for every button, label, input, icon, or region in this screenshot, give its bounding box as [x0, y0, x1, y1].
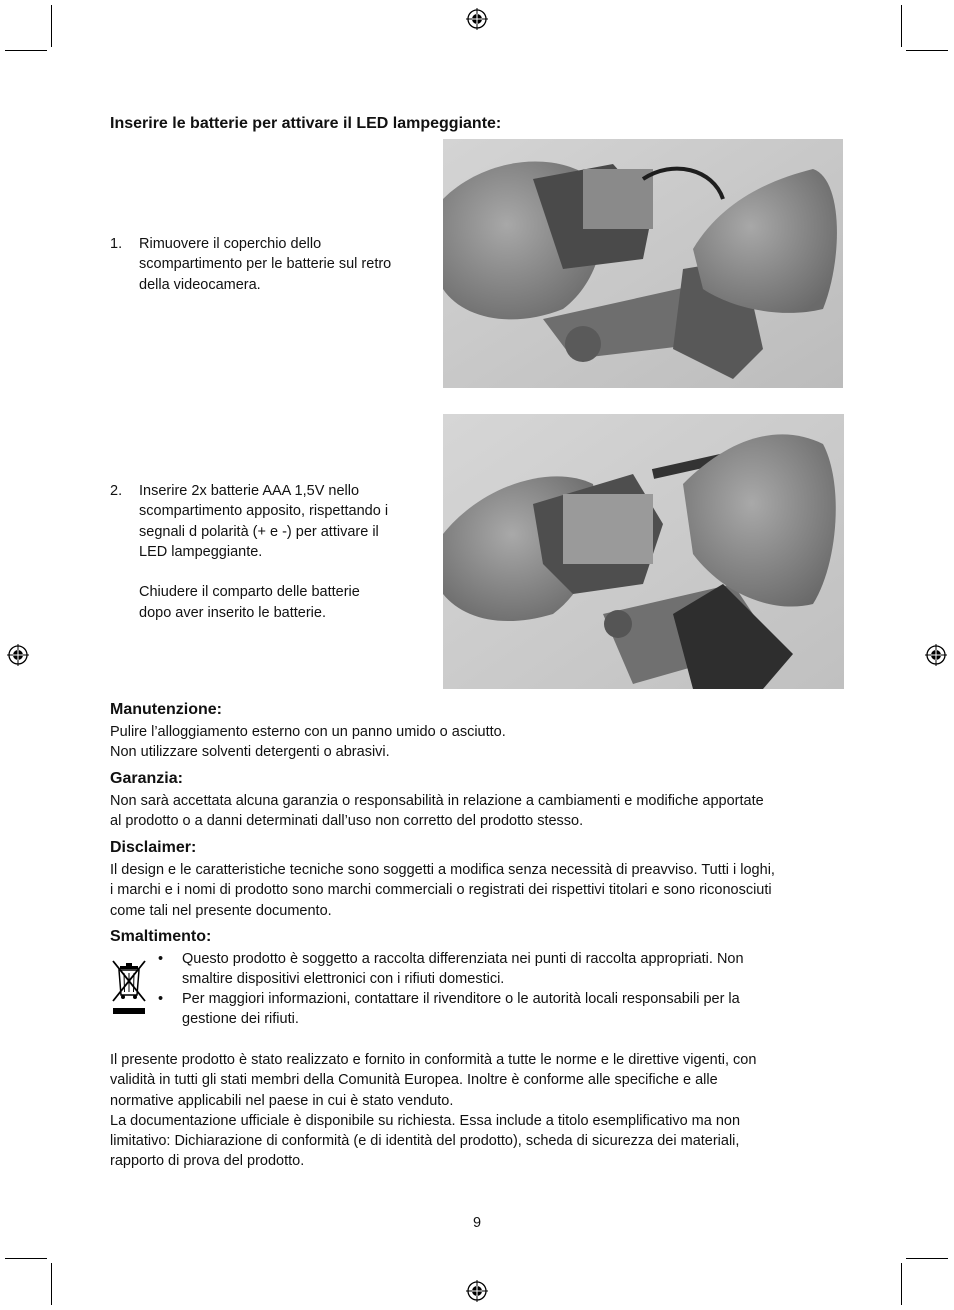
section-text-disclaimer: Il design e le caratteristiche tecniche sono soggetti a modifica senza necessità di preavviso. Tutti i loghi, i marchi e i nomi di prodotto sono marchi commerciali o registrati dei rispettivi titolari e sono riconosciuti come tali nel presente documento. — [110, 862, 775, 919]
bullet-text: Questo prodotto è soggetto a raccolta differenziata nei punti di raccolta appropriati. Non smaltire dispositivi elettronici con i rifiuti domestici. — [182, 951, 744, 988]
section-title-manutenzione: Manutenzione: — [110, 701, 222, 718]
crop-mark — [51, 1263, 52, 1305]
registration-mark-icon — [7, 644, 29, 666]
section-title-garanzia: Garanzia: — [110, 770, 183, 787]
step-2 — [110, 481, 430, 631]
weee-bin-icon — [110, 958, 148, 1016]
registration-mark-icon — [466, 1280, 488, 1302]
bullet-marker: • — [158, 991, 164, 1007]
step-number: 1. — [110, 236, 123, 252]
step-1 — [110, 234, 430, 304]
step-text: Inserire 2x batterie AAA 1,5V nello scompartimento apposito, rispettando i segnali d polarità (+ e -) per attivare il LED lampeggiante. Chiudere il comparto delle batterie dopo aver inserito le batterie. — [139, 483, 389, 621]
crop-mark — [5, 50, 47, 51]
conformity-text: Il presente prodotto è stato realizzato e fornito in conformità a tutte le norme e le direttive vigenti, con validità in tutti gli stati membri della Comunità Europea. Inoltre è conforme alle specifiche e alle normative applicabili nel paese in cui è stato venduto. La documentazione ufficiale è disponibile su richiesta. Essa include a titolo esemplificativo ma non limitativo: Dichiarazione di conformità (e di identità del prodotto), scheda di sicurezza dei materiali, rapporto di prova del prodotto. — [110, 1052, 757, 1170]
list-item — [158, 989, 848, 1031]
crop-mark — [51, 5, 52, 47]
section-text-garanzia: Non sarà accettata alcuna garanzia o responsabilità in relazione a cambiamenti e modifiche apportate al prodotto o a danni determinati dall’uso non corretto del prodotto stesso. — [110, 793, 764, 830]
crop-mark — [901, 5, 902, 47]
crop-mark — [901, 1263, 902, 1305]
crop-mark — [906, 50, 948, 51]
section-title-disclaimer: Disclaimer: — [110, 839, 197, 856]
step-text: Rimuovere il coperchio dello scompartimento per le batterie sul retro della videocamera. — [139, 236, 392, 293]
registration-mark-icon — [466, 8, 488, 30]
step-number: 2. — [110, 483, 123, 499]
photo-remove-battery-cover — [443, 139, 843, 388]
photo-insert-batteries — [443, 414, 844, 689]
registration-mark-icon — [925, 644, 947, 666]
page-number: 9 — [472, 1215, 482, 1231]
bullet-marker: • — [158, 951, 164, 967]
crop-mark — [5, 1258, 47, 1259]
section-text-manutenzione: Pulire l’alloggiamento esterno con un panno umido o asciutto. Non utilizzare solventi detergenti o abrasivi. — [110, 724, 506, 761]
bullet-text: Per maggiori informazioni, contattare il rivenditore o le autorità locali responsabili per la gestione dei rifiuti. — [182, 991, 740, 1028]
crop-mark — [906, 1258, 948, 1259]
main-heading: Inserire le batterie per attivare il LED lampeggiante: — [110, 115, 502, 132]
list-item — [158, 949, 848, 991]
section-title-smaltimento: Smaltimento: — [110, 928, 212, 945]
